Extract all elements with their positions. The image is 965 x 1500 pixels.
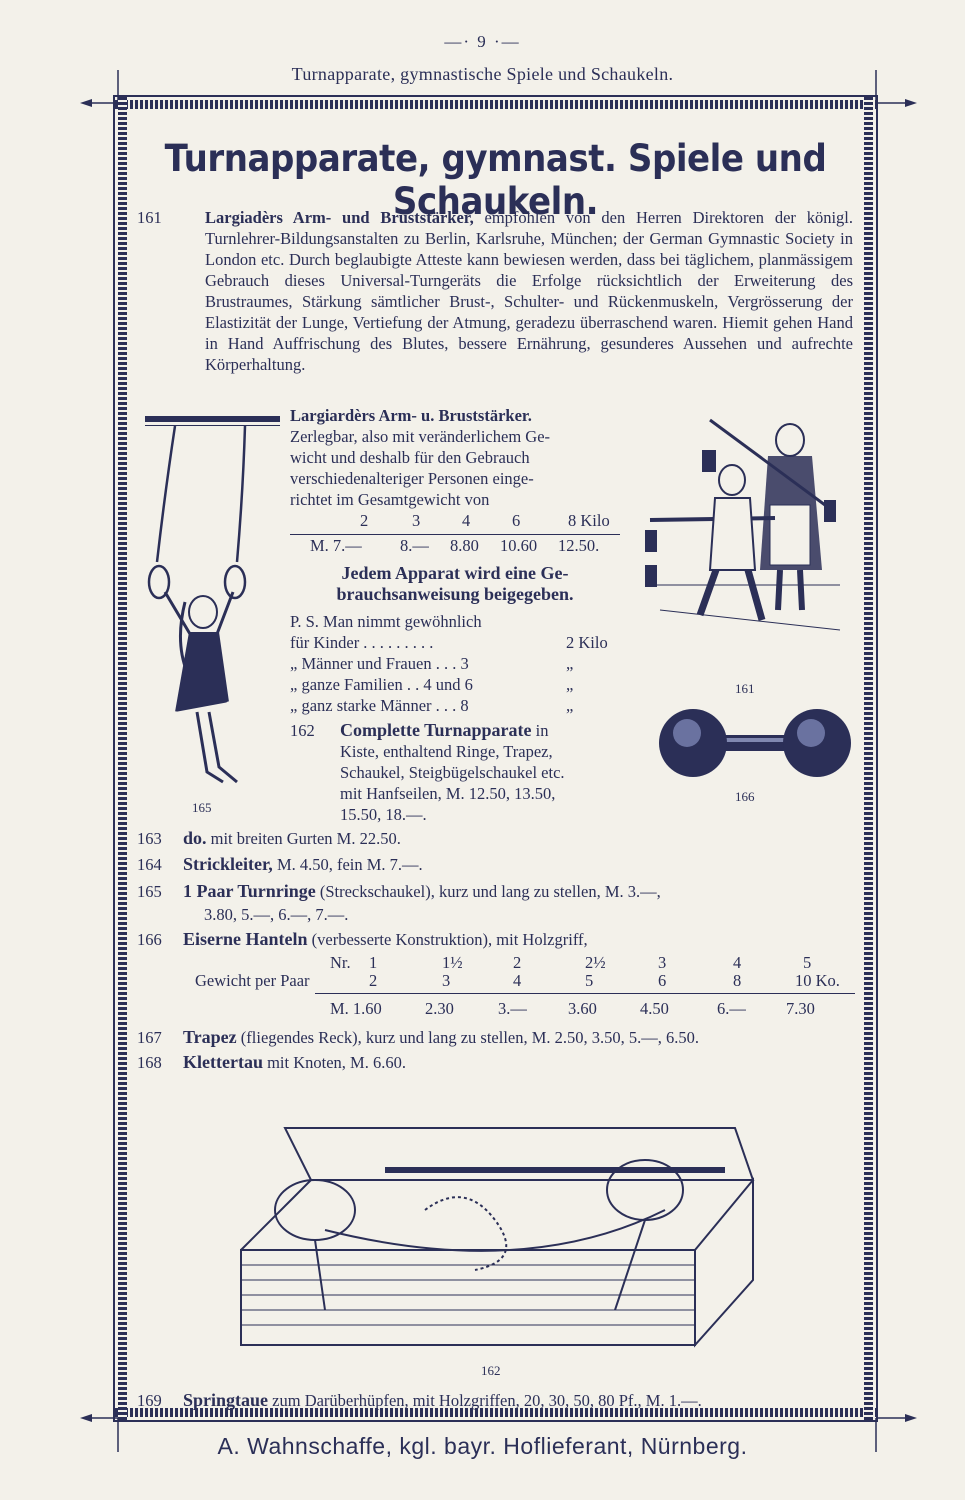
item-167-number: 167 — [137, 1028, 162, 1047]
use-size: „ — [566, 675, 574, 694]
bruststaerker-line-3: verschiedenalteriger Personen einge- — [290, 469, 534, 488]
preis-cell: M. 1.60 — [330, 999, 382, 1018]
item-166-number: 166 — [137, 930, 162, 949]
hanteln-table — [0, 952, 965, 1022]
item-169-body: zum Darüberhüpfen, mit Holzgriffen, 20, 30, 50, 80 Pf., M. 1.—. — [268, 1391, 702, 1410]
weight-cell: 3 — [412, 511, 421, 530]
running-head: Turnapparate, gymnastische Spiele und Schaukeln. — [291, 64, 674, 84]
weight-cell: 2 — [360, 511, 369, 530]
nr-cell: 2 — [513, 953, 522, 972]
preis-cell: 6.— — [717, 999, 746, 1018]
preis-cell: 2.30 — [425, 999, 454, 1018]
item-162-title: Complette Turnapparate — [340, 720, 532, 740]
item-164-number: 164 — [137, 855, 162, 874]
bruststaerker-line-4: richtet im Gesamtgewicht von — [290, 490, 490, 509]
price-cell: 8.80 — [450, 536, 479, 555]
figure-161-label: 161 — [735, 681, 755, 696]
item-165-number: 165 — [137, 882, 162, 901]
price-cell: M. 7.— — [310, 536, 362, 555]
nr-cell: 1 — [369, 953, 378, 972]
figure-162-box-illustration — [225, 1120, 765, 1360]
nr-cell: 1½ — [442, 953, 463, 972]
preis-cell: 3.— — [498, 999, 527, 1018]
price-cell: 8.— — [400, 536, 429, 555]
item-167-title: Trapez — [183, 1027, 237, 1047]
nr-cell: 2½ — [585, 953, 606, 972]
use-size: „ — [566, 696, 574, 715]
figure-166-label: 166 — [735, 789, 755, 804]
item-169-text — [183, 1390, 702, 1411]
nr-label: Nr. — [330, 953, 351, 972]
page-headline: Turnapparate, gymnast. Spiele und Schaukeln. — [164, 137, 827, 223]
publisher-footer: A. Wahnschaffe, kgl. bayr. Hoflieferant, Nürnberg. — [217, 1433, 748, 1459]
item-168-number: 168 — [137, 1053, 162, 1072]
bruststaerker-line-2: wicht und deshalb für den Gebrauch — [290, 448, 530, 467]
gewicht-cell: 3 — [442, 971, 451, 990]
nr-cell: 5 — [803, 953, 812, 972]
price-cell: 12.50. — [558, 536, 600, 555]
item-163-text — [183, 828, 401, 849]
use-who: für Kinder . . . . . . . . . — [290, 633, 434, 652]
preis-cell: 7.30 — [786, 999, 815, 1018]
nr-cell: 3 — [658, 953, 667, 972]
item-161-number: 161 — [137, 208, 162, 227]
gewicht-cell: 5 — [585, 971, 594, 990]
gewicht-cell: 8 — [733, 971, 742, 990]
weight-cell: 4 — [462, 511, 471, 530]
item-162-line: 15.50, 18.—. — [340, 805, 427, 824]
item-166-text — [183, 929, 588, 950]
figure-166-dumbbell-illustration — [655, 705, 855, 785]
prices-row — [290, 535, 630, 559]
figure-165-rings-illustration — [145, 412, 285, 812]
gewicht-cell: 6 — [658, 971, 667, 990]
use-row — [290, 632, 630, 653]
item-165-text — [183, 881, 855, 902]
item-163-title: do. — [183, 828, 207, 848]
weight-cell: 8 Kilo — [568, 511, 610, 530]
use-row — [290, 653, 630, 674]
gewicht-cell: 4 — [513, 971, 522, 990]
gebrauchsanweisung-notice — [290, 563, 620, 605]
item-161-title: Largiadèrs Arm- und Bruststärker, — [205, 208, 474, 227]
weights-row — [290, 510, 620, 535]
item-164-title: Strickleiter, — [183, 854, 273, 874]
use-who: „ ganz starke Männer . . . 8 — [290, 696, 469, 715]
item-166-title: Eiserne Hanteln — [183, 929, 308, 949]
page-number: —· 9 ·— — [444, 32, 521, 51]
item-162-text — [340, 720, 628, 825]
nr-cell: 4 — [733, 953, 742, 972]
gewicht-cell: 10 Ko. — [795, 971, 840, 990]
preis-cell: 4.50 — [640, 999, 669, 1018]
item-165-body: (Streckschaukel), kurz und lang zu stellen, M. 3.—, — [315, 882, 661, 901]
use-size: „ — [566, 654, 574, 673]
item-164-text — [183, 854, 423, 875]
item-162-number: 162 — [290, 721, 315, 740]
item-167-text — [183, 1027, 699, 1048]
item-165-continuation: 3.80, 5.—, 6.—, 7.—. — [204, 905, 349, 924]
weight-cell: 6 — [512, 511, 521, 530]
item-165-title: 1 Paar Turnringe — [183, 881, 316, 901]
price-cell: 10.60 — [500, 536, 538, 555]
notice-line-1: Jedem Apparat wird eine Ge- — [341, 563, 569, 583]
figure-165-label: 165 — [192, 800, 212, 815]
figure-162-label: 162 — [481, 1363, 501, 1378]
use-row — [290, 674, 630, 695]
item-162-line: mit Hanfseilen, M. 12.50, 13.50, — [340, 784, 556, 803]
middle-column — [290, 405, 630, 716]
preis-cell: 3.60 — [568, 999, 597, 1018]
item-161-paragraph — [205, 207, 853, 375]
item-166-body: (verbesserte Konstruktion), mit Holzgriff, — [307, 930, 588, 949]
notice-line-2: brauchsanweisung beigegeben. — [336, 584, 574, 604]
item-164-body: M. 4.50, fein M. 7.—. — [272, 855, 423, 874]
item-163-number: 163 — [137, 829, 162, 848]
item-162-line: Schaukel, Steigbügelschaukel etc. — [340, 763, 565, 782]
item-169-title: Springtaue — [183, 1390, 269, 1410]
item-167-body: (fliegendes Reck), kurz und lang zu stellen, M. 2.50, 3.50, 5.—, 6.50. — [236, 1028, 700, 1047]
bruststaerker-title: Largiardèrs Arm- u. Bruststärker. — [290, 406, 532, 425]
ps-line: P. S. Man nimmt gewöhnlich — [290, 612, 482, 631]
figure-161-bruststaerker-illustration — [640, 410, 850, 680]
item-161-text: empfohlen von den Herren Direktoren der königl. Turnlehrer-Bildungsanstalten zu Berlin, Karlsruhe, München; der German Gymnastic Society in London etc. Durch beglaubigte Atteste kann bewiesen werden, dass bei täglichem, planmässigem Gebrauch dieses Universal-Turngeräts die Erfolge rücksichtlich der Erweiterung des Brustraumes, Stärkung sämtlicher Brust-, Schulter- und Rückenmuskeln, Vergrösserung der Elastizität der Lunge, Vertiefung der Atmung, geradezu überraschend waren. Hiemit gehen Hand in Hand Auffrischung des Blutes, bessere Ernährung, gesunderes Aussehen und aufrechte Körperhaltung. — [205, 208, 853, 374]
item-163-body: mit breiten Gurten M. 22.50. — [206, 829, 401, 848]
item-162-line: Kiste, enthaltend Ringe, Trapez, — [340, 742, 553, 761]
item-168-body: mit Knoten, M. 6.60. — [262, 1053, 406, 1072]
use-who: „ ganze Familien . . 4 und 6 — [290, 675, 473, 694]
bruststaerker-line-1: Zerlegbar, also mit veränderlichem Ge- — [290, 427, 551, 446]
item-168-title: Klettertau — [183, 1052, 263, 1072]
item-168-text — [183, 1052, 406, 1073]
item-162-line: in — [531, 721, 549, 740]
use-size: 2 Kilo — [566, 633, 608, 652]
gewicht-label: Gewicht per Paar — [195, 971, 310, 990]
use-row — [290, 695, 630, 716]
item-169-number: 169 — [137, 1391, 162, 1410]
use-who: „ Männer und Frauen . . . 3 — [290, 654, 469, 673]
gewicht-cell: 2 — [369, 971, 378, 990]
